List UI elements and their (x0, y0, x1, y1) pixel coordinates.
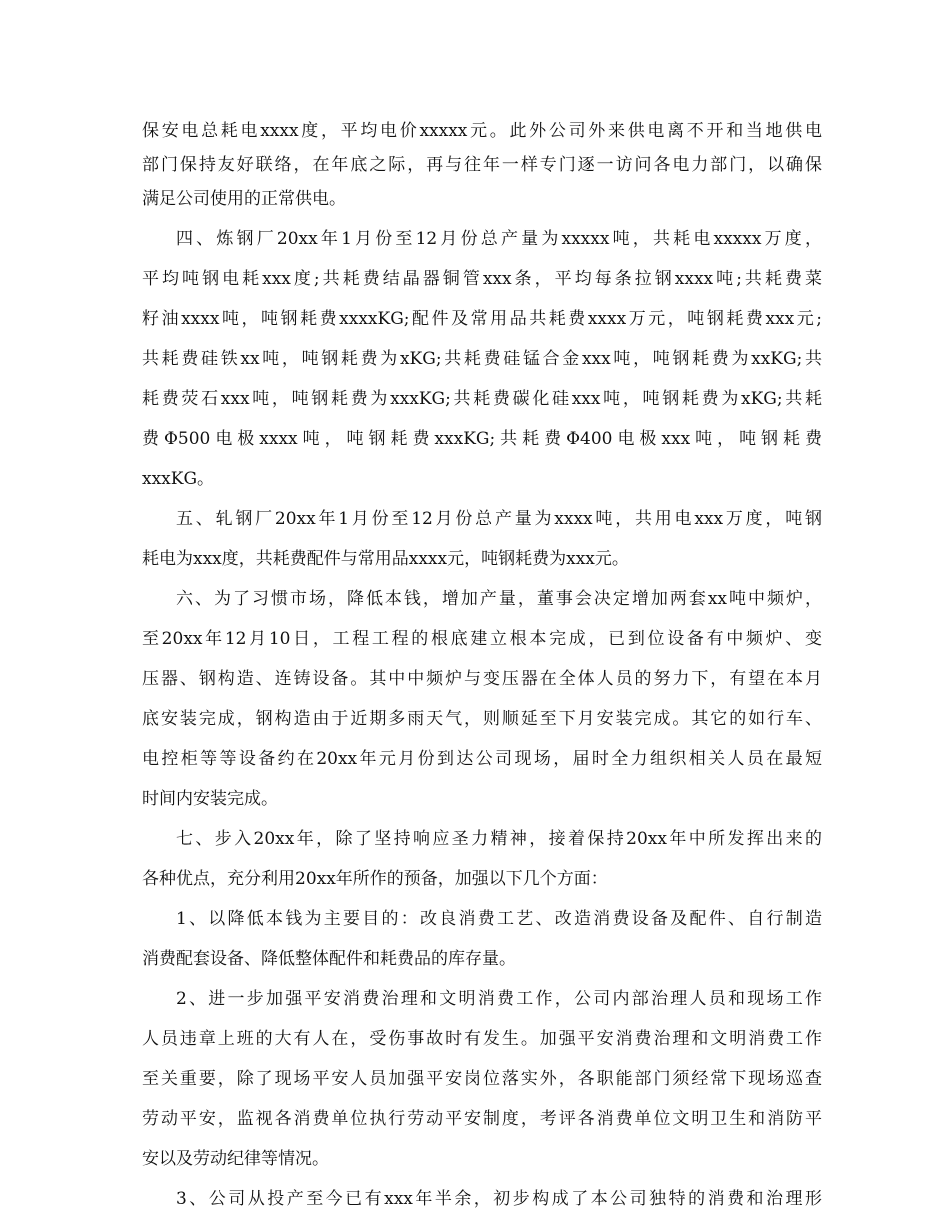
item-3-first-line: 3、公司从投产至今已有xxx年半余，初步构成了本公司独特的消费和治理形 (176, 1189, 822, 1209)
text-line: 满足公司使用的正常供电。 (142, 189, 346, 209)
text-line: 共耗费硅铁xx吨，吨钢耗费为xKG;共耗费硅锰合金xxx吨，吨钢耗费为xxKG;共 (142, 349, 822, 369)
paragraph-7-first-line: 七、步入20xx年，除了坚持响应圣力精神，接着保持20xx年中所发挥出来的 (176, 829, 822, 849)
text-line: 底安装完成，钢构造由于近期多雨天气，则顺延至下月安装完成。其它的如行车、 (142, 709, 822, 729)
text-line: 人员违章上班的大有人在，受伤事故时有发生。加强平安消费治理和文明消费工作 (142, 1029, 822, 1049)
text-line: 消费配套设备、降低整体配件和耗费品的库存量。 (142, 949, 516, 969)
text-line: 至关重要，除了现场平安人员加强平安岗位落实外，各职能部门须经常下现场巡查 (142, 1069, 822, 1089)
text-line: 劳动平安，监视各消费单位执行劳动平安制度，考评各消费单位文明卫生和消防平 (142, 1109, 822, 1129)
text-line: 平均吨钢电耗xxx度;共耗费结晶器铜管xxx条，平均每条拉钢xxxx吨;共耗费菜 (142, 269, 822, 289)
text-line: 耗费荧石xxx吨，吨钢耗费为xxxKG;共耗费碳化硅xxx吨，吨钢耗费为xKG;共耗 (142, 389, 822, 409)
paragraph-5-first-line: 五、轧钢厂20xx年1月份至12月份总产量为xxxx吨，共用电xxx万度，吨钢 (176, 509, 822, 529)
paragraph-4-first-line: 四、炼钢厂20xx年1月份至12月份总产量为xxxxx吨，共耗电xxxxx万度， (176, 229, 822, 249)
text-line: 时间内安装完成。 (142, 789, 278, 809)
text-line: 保安电总耗电xxxx度，平均电价xxxxx元。此外公司外来供电离不开和当地供电 (142, 121, 822, 141)
text-line: 电控柜等等设备约在20xx年元月份到达公司现场，届时全力组织相关人员在最短 (142, 749, 822, 769)
text-line: 籽油xxxx吨，吨钢耗费xxxxKG;配件及常用品共耗费xxxx万元，吨钢耗费xxx元; (142, 309, 822, 329)
text-line: 费Φ500电极xxxx吨，吨钢耗费xxxKG;共耗费Φ400电极xxx吨，吨钢耗费 (142, 429, 822, 449)
text-line: 各种优点，充分利用20xx年所作的预备，加强以下几个方面： (142, 869, 608, 889)
item-1-first-line: 1、以降低本钱为主要目的：改良消费工艺、改造消费设备及配件、自行制造 (176, 909, 822, 929)
item-2-first-line: 2、进一步加强平安消费治理和文明消费工作，公司内部治理人员和现场工作 (176, 989, 822, 1009)
text-line: 至20xx年12月10日，工程工程的根底建立根本完成，已到位设备有中频炉、变 (142, 629, 822, 649)
text-line: 压器、钢构造、连铸设备。其中中频炉与变压器在全体人员的努力下，有望在本月 (142, 669, 822, 689)
paragraph-6-first-line: 六、为了习惯市场，降低本钱，增加产量，董事会决定增加两套xx吨中频炉， (176, 589, 822, 609)
text-line: xxxKG。 (142, 469, 215, 489)
text-line: 安以及劳动纪律等情况。 (142, 1149, 329, 1169)
text-line: 耗电为xxx度，共耗费配件与常用品xxxx元，吨钢耗费为xxx元。 (142, 549, 629, 569)
text-line: 部门保持友好联络，在年底之际，再与往年一样专门逐一访问各电力部门，以确保 (142, 155, 822, 175)
